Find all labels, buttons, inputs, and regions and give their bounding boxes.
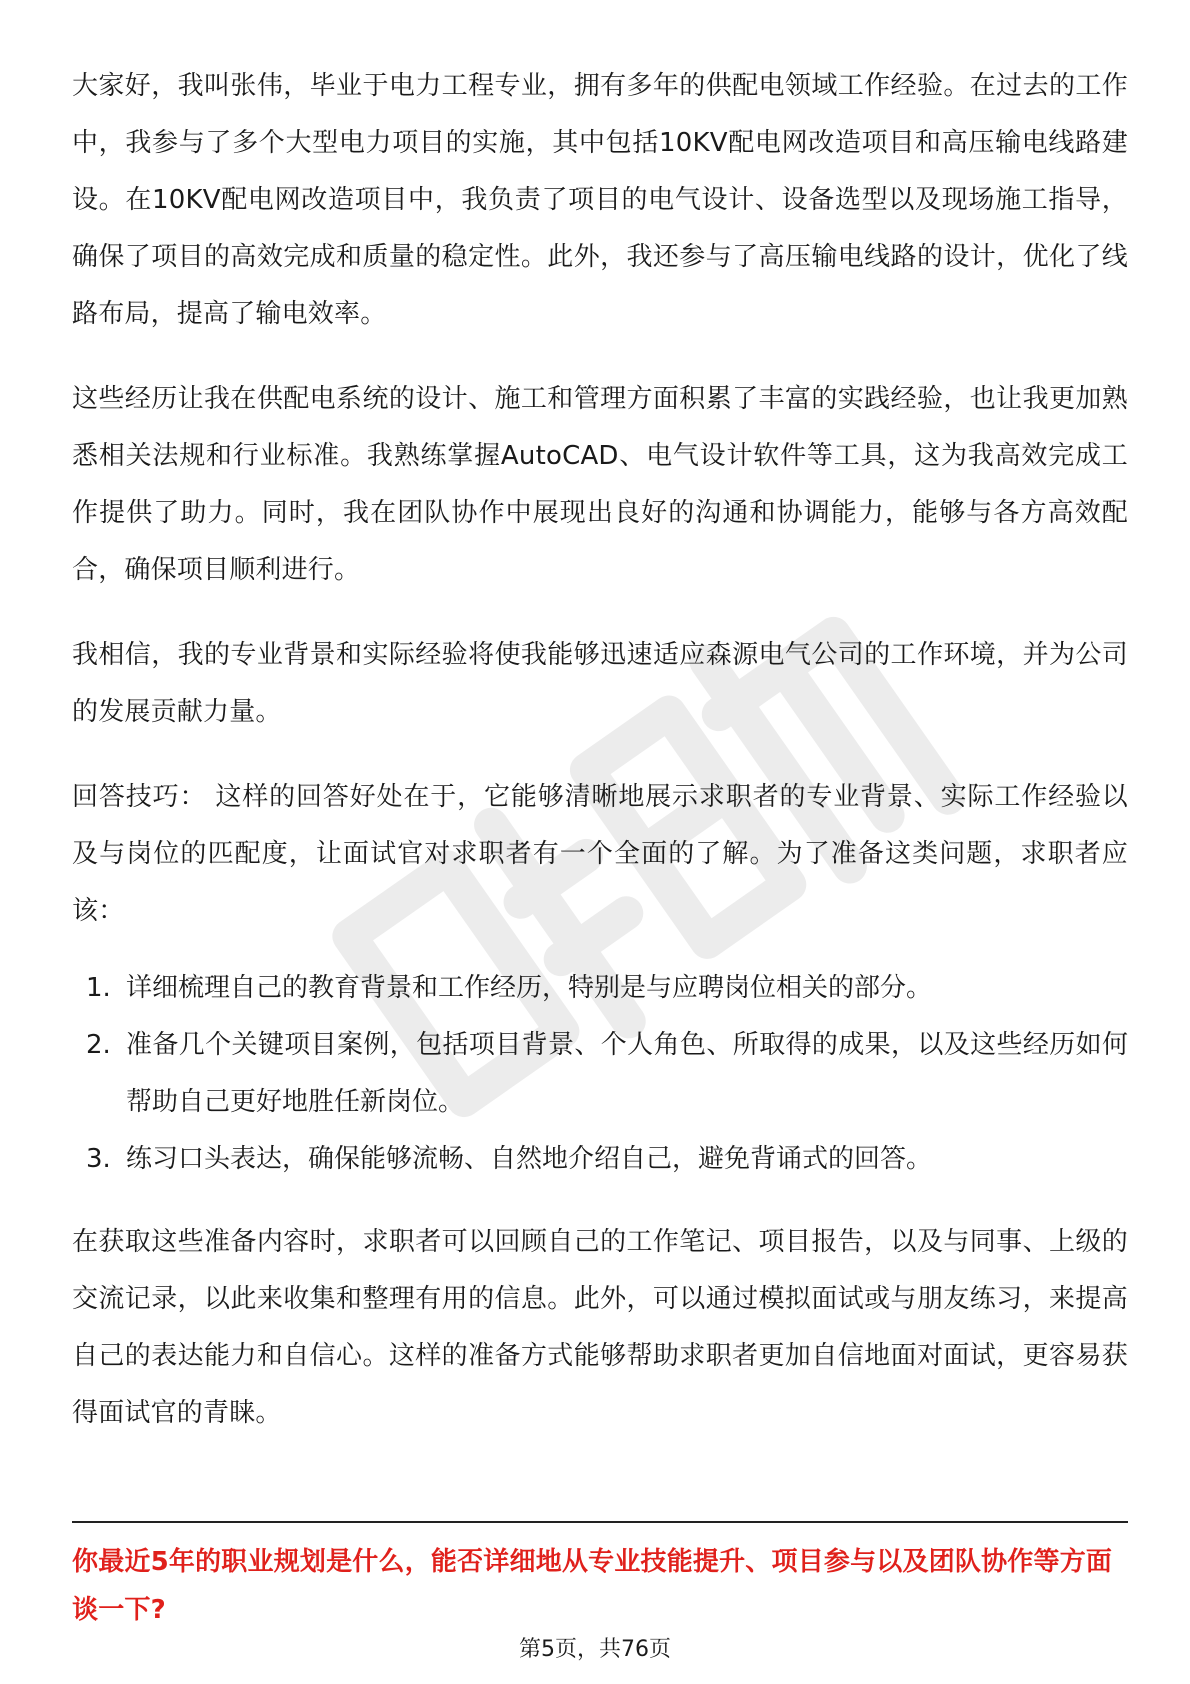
main-content bbox=[72, 58, 1128, 1442]
section-divider bbox=[72, 1521, 1128, 1523]
list-item bbox=[72, 1131, 1128, 1188]
intro-paragraph: 大家好，我叫张伟，毕业于电力工程专业，拥有多年的供配电领域工作经验。在过去的工作中，我参与了多个大型电力项目的实施，其中包括10KV配电网改造项目和高压输电线路建设。在10KV配电网改造项目中，我负责了项目的电气设计、设备选型以及现场施工指导，确保了项目的高效完成和质量的稳定性。此外，我还参与了高压输电线路的设计，优化了线路布局，提高了输电效率。 bbox=[72, 71, 1128, 329]
answer-tips-paragraph: 回答技巧： 这样的回答好处在于，它能够清晰地展示求职者的专业背景、实际工作经验以及与岗位的匹配度，让面试官对求职者有一个全面的了解。为了准备这类问题，求职者应该： bbox=[72, 782, 1128, 926]
page-number-footer: 第5页，共76页 bbox=[519, 1637, 671, 1662]
list-item-number: 1. bbox=[86, 973, 111, 1003]
next-question-heading: 你最近5年的职业规划是什么，能否详细地从专业技能提升、项目参与以及团队协作等方面谈一下? bbox=[72, 1547, 1113, 1625]
experience-paragraph: 这些经历让我在供配电系统的设计、施工和管理方面积累了丰富的实践经验，也让我更加熟悉相关法规和行业标准。我熟练掌握AutoCAD、电气设计软件等工具，这为我高效完成工作提供了助力。同时，我在团队协作中展现出良好的沟通和协调能力，能够与各方高效配合，确保项目顺利进行。 bbox=[72, 384, 1128, 585]
list-item bbox=[72, 960, 1128, 1017]
preparation-paragraph: 在获取这些准备内容时，求职者可以回顾自己的工作笔记、项目报告，以及与同事、上级的交流记录，以此来收集和整理有用的信息。此外，可以通过模拟面试或与朋友练习，来提高自己的表达能力和自信心。这样的准备方式能够帮助求职者更加自信地面对面试，更容易获得面试官的青睐。 bbox=[72, 1227, 1128, 1428]
list-item-text: 练习口头表达，确保能够流畅、自然地介绍自己，避免背诵式的回答。 bbox=[126, 1144, 933, 1174]
list-item-text: 准备几个关键项目案例，包括项目背景、个人角色、所取得的成果，以及这些经历如何帮助自己更好地胜任新岗位。 bbox=[126, 1030, 1128, 1117]
list-item-number: 2. bbox=[86, 1030, 111, 1060]
list-item-number: 3. bbox=[86, 1144, 111, 1174]
closing-statement-paragraph: 我相信，我的专业背景和实际经验将使我能够迅速适应森源电气公司的工作环境，并为公司的发展贡献力量。 bbox=[72, 640, 1128, 727]
list-item bbox=[72, 1017, 1128, 1131]
list-item-text: 详细梳理自己的教育背景和工作经历，特别是与应聘岗位相关的部分。 bbox=[126, 973, 933, 1003]
tips-list bbox=[72, 960, 1128, 1188]
